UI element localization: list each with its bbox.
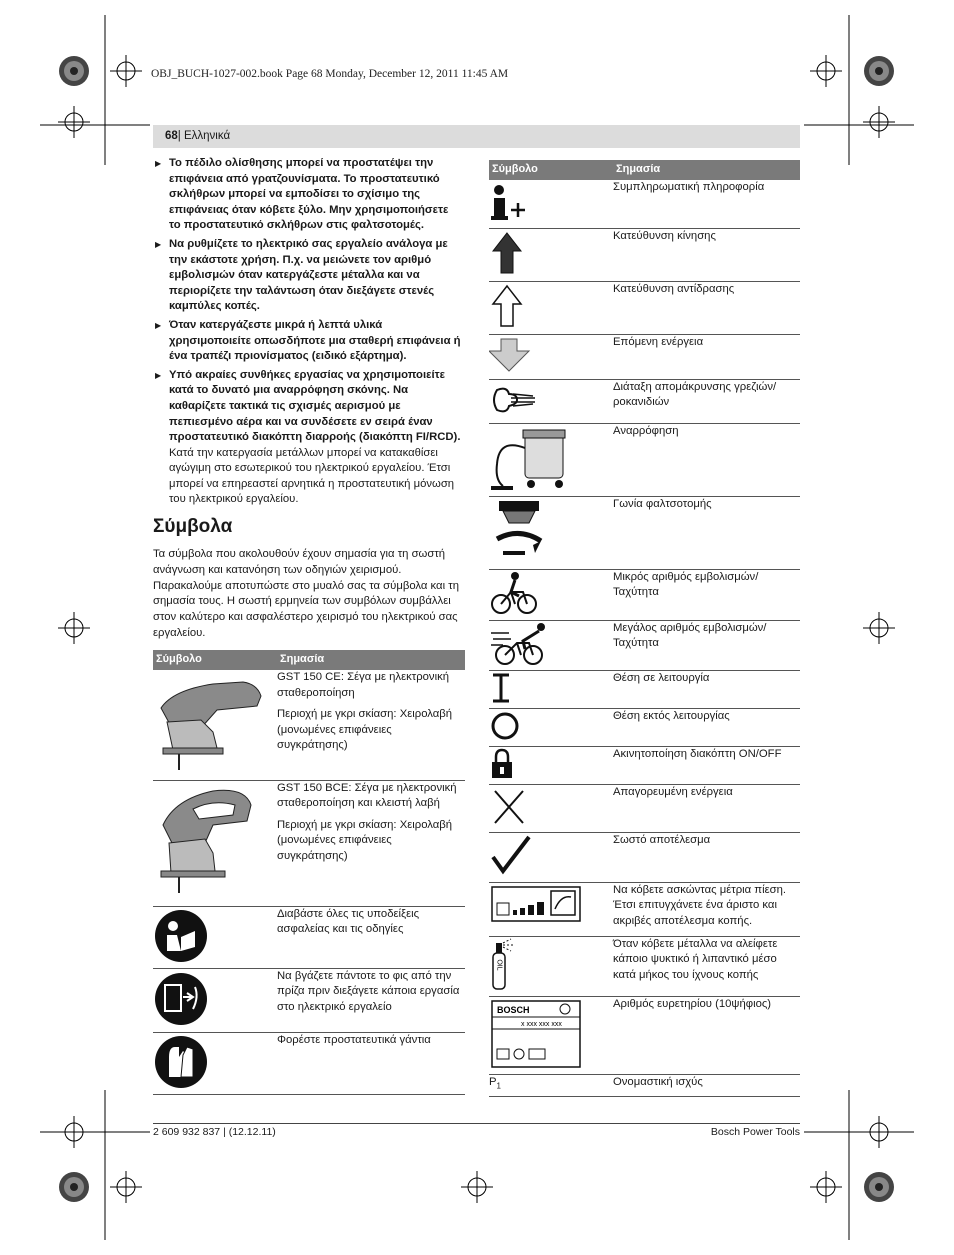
nameplate-icon — [489, 997, 609, 1071]
safety-bullets — [155, 156, 463, 511]
table-row: Θέση σε λειτουργία — [489, 670, 800, 708]
bullet-item: ▶ Όταν κατεργάζεστε μικρά ή λεπτά υλικά χρησιμοποιείτε οπωσδήποτε μια σταθερή επιφάνεια ή ένα τραπέζι πριονίσματος (ειδικό εξάρτημα). — [155, 318, 463, 365]
arrow-filled-up-icon — [489, 229, 609, 279]
check-icon — [489, 833, 609, 879]
bullet-item: ▶ Να ρυθμίζετε το ηλεκτρικό σας εργαλείο ανάλογα με την εκάστοτε χρήση. Π.χ. να μειώνετε τον αριθμό εμβολισμών όταν κατεργάζεστε μέταλλα και να περιορίζετε την ταλάντωση όταν διεξάγετε στενές καμπύλες κοπές. — [155, 237, 463, 315]
table-row: Γωνία φαλτσοτομής — [489, 496, 800, 569]
print-header: OBJ_BUCH-1027-002.book Page 68 Monday, December 12, 2011 11:45 AM — [151, 68, 509, 80]
col-symbol-header: Σύμβολο — [153, 650, 277, 670]
table-row: Να βγάζετε πάντοτε το φις από την πρίζα πριν διεξάγετε κάποια εργασία στο ηλεκτρικό εργαλείο — [153, 968, 465, 1032]
col-meaning-header: Σημασία — [277, 650, 465, 670]
bullet-item: ▶ Το πέδιλο ολίσθησης μπορεί να προστατέψει την επιφάνεια από γρατζουνίσματα. Το προστατευτικό σκλήθρων μπορεί να εμποδίσει το σχίσιμο της επιφάνειας όταν κόβετε ξύλο. Μην χρησιμοποιήσετε το προστατευτικό σκλήθρων στις φαλτσοτομές. — [155, 156, 463, 234]
table-row: GST 150 CE: Σέγα με ηλεκτρονική σταθεροποίηση Περιοχή με γκρι σκίαση: Χειρολαβή (μονωμένες επιφάνειες συγκράτησης) — [153, 670, 465, 780]
bevel-angle-icon — [489, 497, 609, 565]
nameplate-number: x xxx xxx xxx — [521, 1020, 562, 1028]
page-number: 68 — [165, 130, 178, 142]
gloves-icon — [153, 1033, 273, 1091]
unplug-icon — [153, 969, 273, 1029]
table-row: Να κόβετε ασκώντας μέτρια πίεση. Έτσι επιτυγχάνετε ένα άριστο και ακριβές αποτέλεσμα κοπής. — [489, 882, 800, 936]
table-row: Μεγάλος αριθμός εμβολισμών/ Ταχύτητα — [489, 620, 800, 670]
jigsaw-gst150bce-icon — [153, 781, 273, 901]
bullet-item: ▶ Υπό ακραίες συνθήκες εργασίας να χρησιμοποιείτε κατά το δυνατό μια αναρρόφηση σκόνης. Να καθαρίζετε τακτικά τις σχισμές αερισμού με πεπιεσμένο αέρα και να συνδέσετε εν σειρά έναν προστατευτικό διακόπτη διαρροής (διακόπτη FI/RCD). Κατά την κατεργασία μετάλλων μπορεί να κατακαθίσει αγώγιμη στο εσωτερικού του ηλεκτρικού εργαλείου. Έτσι μπορεί να επηρεαστεί αρνητικά η προστατευτική μόνωση του ηλεκτρικού εργαλείου. — [155, 368, 463, 508]
page-header — [153, 125, 800, 148]
on-icon — [489, 671, 609, 705]
table-row: OIL Όταν κόβετε μέταλλα να αλείφετε κάποιο ψυκτικό ή λιπαντικό μέσο κατά μήκος του ίχνους κοπής — [489, 936, 800, 996]
p1-symbol: $P_1$ — [489, 1074, 613, 1096]
arrow-down-icon — [489, 335, 609, 375]
table-row: BOSCH x xxx xxx xxx Αριθμός ευρετηρίου (10ψήφιος) — [489, 996, 800, 1074]
table-row: Επόμενη ενέργεια — [489, 334, 800, 379]
table-row: Θέση εκτός λειτουργίας — [489, 708, 800, 746]
oil-label: OIL — [495, 958, 503, 971]
table-row: Φορέστε προστατευτικά γάντια — [153, 1032, 465, 1094]
nameplate-brand: BOSCH — [497, 1004, 530, 1015]
symbols-table-left — [153, 650, 465, 1095]
footer-rule — [153, 1123, 800, 1124]
jigsaw-gst150ce-icon — [153, 670, 273, 774]
table-row: Διάταξη απομάκρυνσης γρεζιών/ροκανιδιών — [489, 379, 800, 423]
table-row: Μικρός αριθμός εμβολισμών/ Ταχύτητα — [489, 569, 800, 620]
footer-brand: Bosch Power Tools — [710, 1126, 800, 1138]
table-row: Συμπληρωματική πληροφορία — [489, 180, 800, 228]
table-row: Ακινητοποίηση διακόπτη ON/OFF — [489, 746, 800, 784]
oil-icon — [489, 937, 609, 993]
table-row: Αναρρόφηση — [489, 423, 800, 496]
chip-blower-icon — [489, 380, 609, 420]
table-row: Κατεύθυνση κίνησης — [489, 228, 800, 281]
slow-bicycle-icon — [489, 570, 609, 618]
table-row: Κατεύθυνση αντίδρασης — [489, 281, 800, 334]
intro-paragraph: Τα σύμβολα που ακολουθούν έχουν σημασία για τη σωστή ανάγνωση και κατανόηση των οδηγιών χειρισμού. Παρακαλούμε αποτυπώστε στο μυαλό σας τα σύμβολα και τη σημασία τους. Η σωστή ερμηνεία των συμβόλων συμβάλλει στον καλύτερο και ασφαλέστερο χειρισμό του ηλεκτρικού σας εργαλείου. — [153, 548, 459, 639]
table-row: $P_1$ Ονομαστική ισχύς — [489, 1074, 800, 1096]
arrow-outline-up-icon — [489, 282, 609, 332]
lock-icon — [489, 747, 609, 781]
table-row: Σωστό αποτέλεσμα — [489, 832, 800, 882]
table-row: Απαγορευμένη ενέργεια — [489, 784, 800, 832]
page-language: | Ελληνικά — [177, 130, 231, 142]
table-row: Διαβάστε όλες τις υποδείξεις ασφαλείας και τις οδηγίες — [153, 906, 465, 968]
read-manual-icon — [153, 907, 273, 965]
info-plus-icon — [489, 180, 609, 224]
fast-bicycle-icon — [489, 621, 609, 669]
col-meaning-header: Σημασία — [613, 160, 800, 180]
footer-doc-number: 2 609 932 837 | (12.12.11) — [153, 1126, 276, 1138]
symbols-table-right — [489, 160, 800, 1097]
cross-icon — [489, 785, 609, 829]
col-symbol-header: Σύμβολο — [489, 160, 613, 180]
off-icon — [489, 709, 609, 743]
table-row: GST 150 BCE: Σέγα με ηλεκτρονική σταθεροποίηση και κλειστή λαβή Περιοχή με γκρι σκίαση: Χειρολαβή (μονωμένες επιφάνειες συγκράτησης) — [153, 780, 465, 906]
vacuum-icon — [489, 424, 609, 492]
section-title: Σύμβολα — [153, 516, 233, 537]
moderate-pressure-icon — [489, 883, 609, 933]
